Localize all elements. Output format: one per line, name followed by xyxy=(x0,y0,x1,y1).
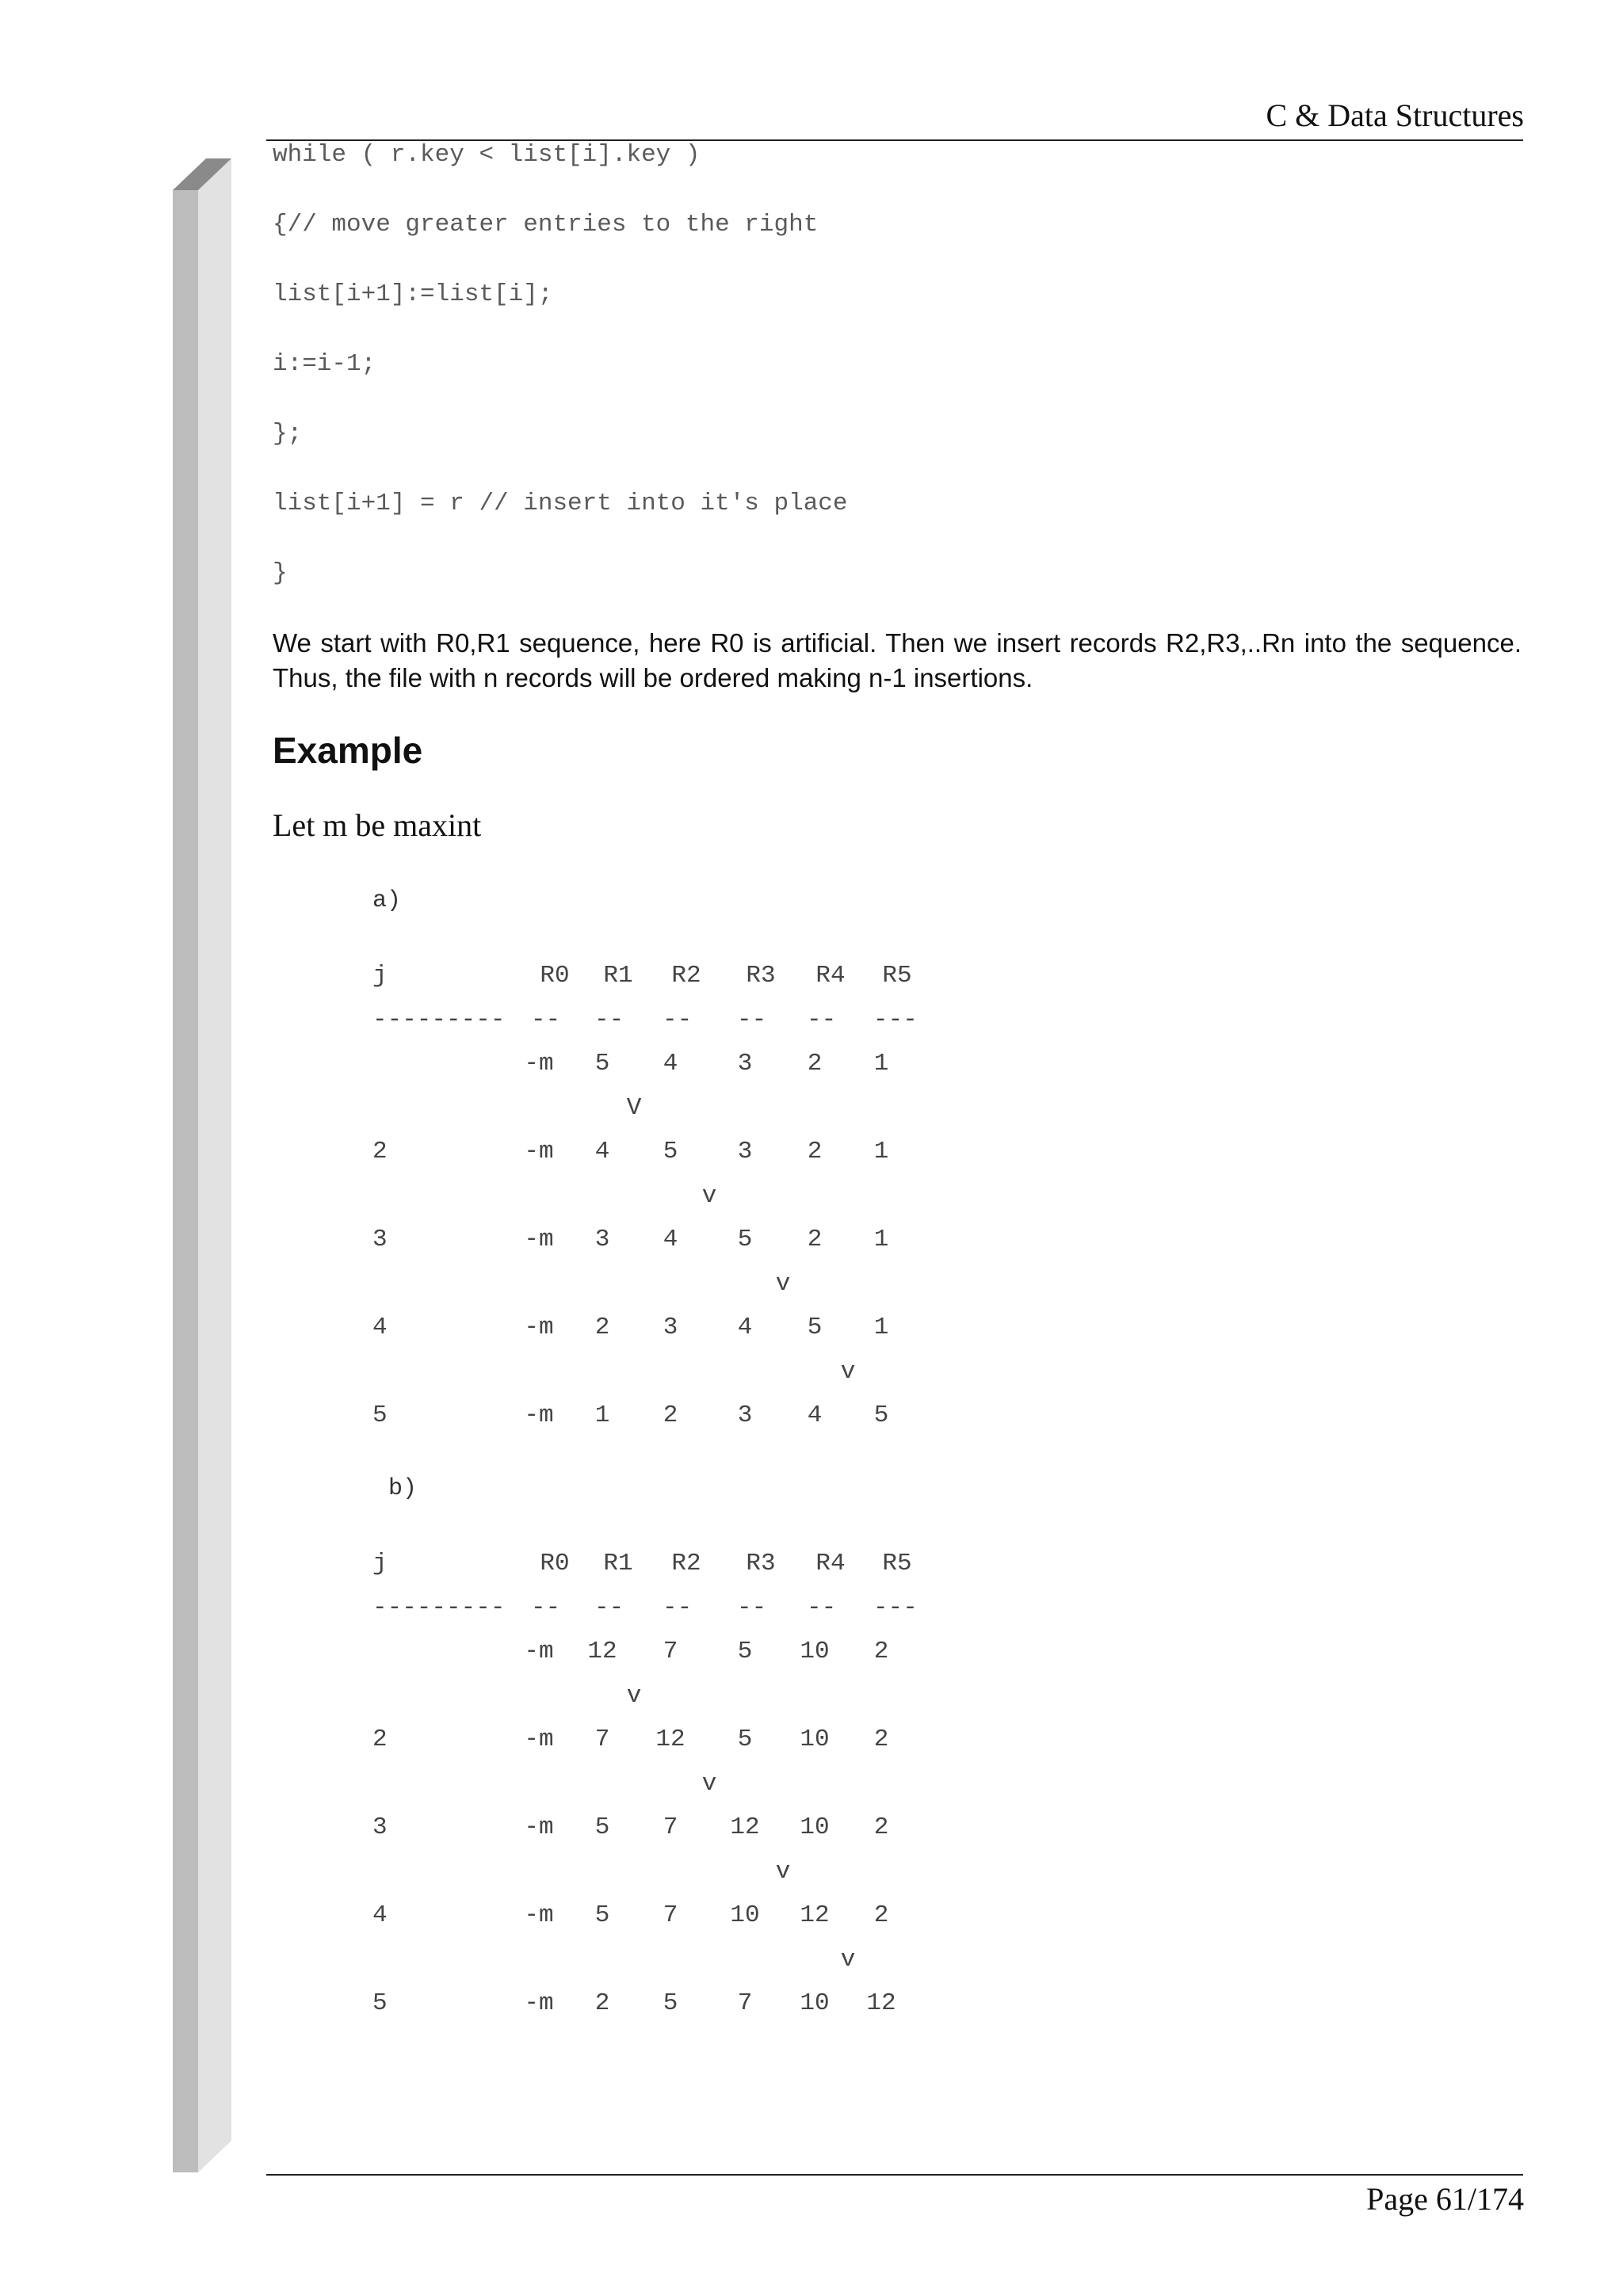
record-value-cell: 2 xyxy=(594,1989,610,2017)
table-header-cell: R4 xyxy=(815,962,846,990)
record-value-cell: 12 xyxy=(800,1901,830,1929)
record-value-cell: -m xyxy=(524,1402,554,1429)
step-index-cell: 4 xyxy=(372,1314,388,1341)
table-header-cell: R5 xyxy=(882,1550,912,1577)
record-value-cell: -m xyxy=(524,1989,554,2017)
record-value-cell: 2 xyxy=(807,1138,823,1165)
record-value-cell: 7 xyxy=(663,1901,678,1929)
record-value-cell: -m xyxy=(524,1638,554,1665)
table-divider-cell: -- xyxy=(531,1593,561,1622)
insertion-marker: v xyxy=(840,1945,856,1974)
record-value-cell: 7 xyxy=(663,1814,678,1841)
record-value-cell: 4 xyxy=(663,1226,678,1253)
header-title: C & Data Structures xyxy=(1266,97,1524,133)
record-value-cell: -m xyxy=(524,1050,554,1077)
record-value-cell: 3 xyxy=(737,1402,753,1429)
record-value-cell: 10 xyxy=(800,1989,830,2017)
record-value-cell: 5 xyxy=(807,1314,823,1341)
page-number: Page 61/174 xyxy=(1366,2181,1524,2217)
code-line: i:=i-1; xyxy=(273,350,376,378)
record-value-cell: 4 xyxy=(807,1402,823,1429)
insertion-table-b xyxy=(372,1550,975,2025)
table-divider-cell: -- xyxy=(594,1005,624,1034)
record-value-cell: 4 xyxy=(737,1314,753,1341)
table-divider-cell: -- xyxy=(737,1005,767,1034)
record-value-cell: 3 xyxy=(663,1314,678,1341)
record-value-cell: 1 xyxy=(873,1226,889,1253)
record-value-cell: 2 xyxy=(807,1050,823,1077)
example-b-label: b) xyxy=(388,1475,418,1502)
record-value-cell: 1 xyxy=(873,1138,889,1165)
record-value-cell: -m xyxy=(524,1901,554,1929)
record-value-cell: 10 xyxy=(800,1814,830,1841)
record-value-cell: 7 xyxy=(594,1726,610,1753)
code-line: list[i+1]:=list[i]; xyxy=(273,280,553,308)
step-index-cell: 2 xyxy=(372,1726,388,1753)
step-index-cell: 4 xyxy=(372,1901,388,1929)
record-value-cell: 4 xyxy=(663,1050,678,1077)
record-value-cell: 7 xyxy=(737,1989,753,2017)
record-value-cell: 5 xyxy=(737,1226,753,1253)
record-value-cell: 5 xyxy=(873,1402,889,1429)
code-line: while ( r.key < list[i].key ) xyxy=(273,141,701,169)
step-index-cell: 2 xyxy=(372,1138,388,1165)
record-value-cell: 10 xyxy=(800,1638,830,1665)
table-header-cell: R5 xyxy=(882,962,912,990)
record-value-cell: 7 xyxy=(663,1638,678,1665)
record-value-cell: 5 xyxy=(594,1901,610,1929)
record-value-cell: 1 xyxy=(873,1050,889,1077)
record-value-cell: -m xyxy=(524,1138,554,1165)
table-divider-cell: -- xyxy=(807,1005,837,1034)
table-header-cell: j xyxy=(372,962,388,990)
insertion-table-a xyxy=(372,962,975,1437)
footer-rule xyxy=(266,2174,1523,2176)
insertion-marker: v xyxy=(840,1357,856,1386)
record-value-cell: 2 xyxy=(873,1726,889,1753)
insertion-marker: V xyxy=(626,1093,642,1122)
example-a-label: a) xyxy=(372,887,402,914)
table-header-cell: R0 xyxy=(540,1550,570,1577)
record-value-cell: 5 xyxy=(737,1638,753,1665)
table-header-cell: R1 xyxy=(603,1550,633,1577)
record-value-cell: -m xyxy=(524,1726,554,1753)
record-value-cell: 2 xyxy=(807,1226,823,1253)
record-value-cell: 12 xyxy=(730,1814,760,1841)
insertion-marker: v xyxy=(701,1769,717,1798)
code-line: } xyxy=(273,559,288,587)
table-header-cell: R0 xyxy=(540,962,570,990)
record-value-cell: 12 xyxy=(587,1638,617,1665)
table-header-cell: j xyxy=(372,1550,388,1577)
record-value-cell: 5 xyxy=(737,1726,753,1753)
table-header-cell: R3 xyxy=(746,962,776,990)
insertion-marker: v xyxy=(626,1681,642,1710)
code-line: {// move greater entries to the right xyxy=(273,211,819,238)
intro-text: Let m be maxint xyxy=(273,807,482,843)
table-divider-cell: -- xyxy=(531,1005,561,1034)
body-paragraph: We start with R0,R1 sequence, here R0 is artificial. Then we insert records R2,R3,..Rn into the sequence. Thus, the file with n records will be ordered making n-1 insertions. xyxy=(273,628,1522,692)
table-header-cell: R2 xyxy=(671,1550,701,1577)
record-value-cell: 10 xyxy=(800,1726,830,1753)
record-value-cell: -m xyxy=(524,1314,554,1341)
insertion-marker: v xyxy=(701,1181,717,1210)
record-value-cell: 1 xyxy=(873,1314,889,1341)
step-index-cell: 5 xyxy=(372,1989,388,2017)
record-value-cell: -m xyxy=(524,1226,554,1253)
table-divider-cell: -- xyxy=(663,1005,693,1034)
table-header-cell: R2 xyxy=(671,962,701,990)
insertion-marker: v xyxy=(775,1857,791,1886)
step-index-cell: 5 xyxy=(372,1402,388,1429)
record-value-cell: -m xyxy=(524,1814,554,1841)
record-value-cell: 5 xyxy=(663,1138,678,1165)
record-value-cell: 2 xyxy=(873,1814,889,1841)
record-value-cell: 12 xyxy=(866,1989,896,2017)
code-line: list[i+1] = r // insert into it's place xyxy=(273,490,848,517)
record-value-cell: 3 xyxy=(737,1050,753,1077)
record-value-cell: 5 xyxy=(594,1814,610,1841)
step-index-cell: 3 xyxy=(372,1814,388,1841)
record-value-cell: 3 xyxy=(594,1226,610,1253)
table-divider-cell: --------- xyxy=(372,1005,506,1034)
record-value-cell: 5 xyxy=(663,1989,678,2017)
table-header-cell: R1 xyxy=(603,962,633,990)
code-line: }; xyxy=(273,420,303,448)
table-divider-cell: -- xyxy=(594,1593,624,1622)
record-value-cell: 2 xyxy=(873,1901,889,1929)
record-value-cell: 4 xyxy=(594,1138,610,1165)
table-divider-cell: --------- xyxy=(372,1593,506,1622)
record-value-cell: 5 xyxy=(594,1050,610,1077)
record-value-cell: 12 xyxy=(655,1726,685,1753)
table-divider-cell: -- xyxy=(663,1593,693,1622)
record-value-cell: 1 xyxy=(594,1402,610,1429)
step-index-cell: 3 xyxy=(372,1226,388,1253)
record-value-cell: 2 xyxy=(663,1402,678,1429)
table-divider-cell: --- xyxy=(873,1593,918,1622)
table-header-cell: R3 xyxy=(746,1550,776,1577)
insertion-marker: v xyxy=(775,1269,791,1298)
table-divider-cell: -- xyxy=(737,1593,767,1622)
section-heading: Example xyxy=(273,730,423,771)
record-value-cell: 2 xyxy=(594,1314,610,1341)
record-value-cell: 10 xyxy=(730,1901,760,1929)
record-value-cell: 3 xyxy=(737,1138,753,1165)
table-header-cell: R4 xyxy=(815,1550,846,1577)
table-divider-cell: --- xyxy=(873,1005,918,1034)
table-divider-cell: -- xyxy=(807,1593,837,1622)
record-value-cell: 2 xyxy=(873,1638,889,1665)
